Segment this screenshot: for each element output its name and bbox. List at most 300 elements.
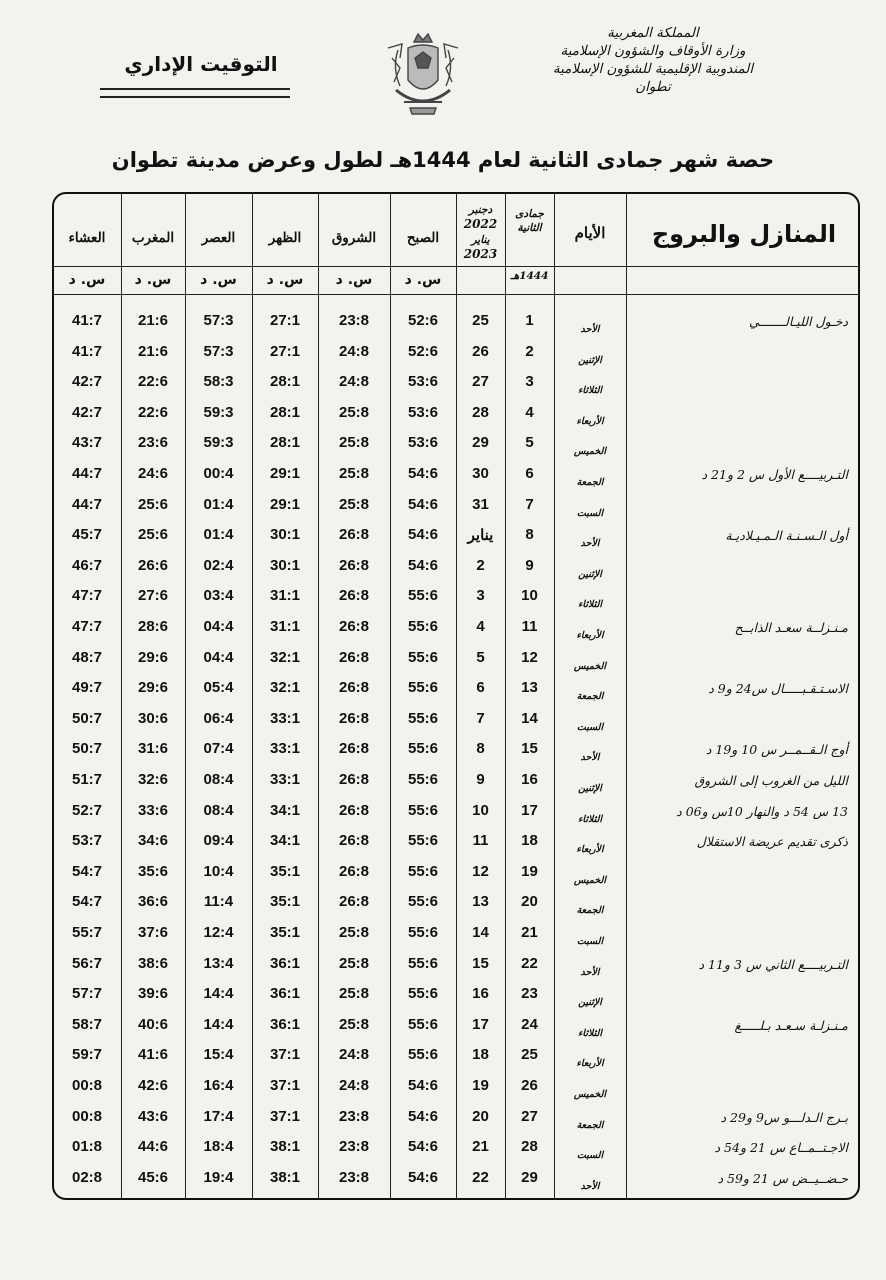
- cell-hijri: 16: [521, 771, 538, 788]
- cell-dhuhr: 35:1: [269, 893, 301, 911]
- cell-maghrib: 29:6: [137, 648, 169, 666]
- cell-asr: 08:4: [203, 801, 234, 819]
- cell-dhuhr: 37:1: [269, 1077, 301, 1094]
- cell-maghrib: 34:6: [137, 832, 169, 850]
- cell-maghrib: 33:6: [137, 801, 169, 819]
- cell-greg: 13: [472, 893, 489, 911]
- cell-shuruq: 24:8: [338, 342, 370, 360]
- cell-asr: 59:3: [203, 403, 234, 421]
- cell-day: الإثنين: [578, 997, 602, 1009]
- cell-asr: 06:4: [203, 709, 234, 727]
- cell-shuruq: 23:8: [338, 1107, 370, 1125]
- cell-isha: 51:7: [71, 771, 103, 788]
- unit-label: س. د: [335, 272, 373, 288]
- cell-day: الأربعاء: [576, 1058, 604, 1070]
- cell-asr: 12:4: [203, 924, 234, 941]
- cell-hijri: 3: [525, 373, 534, 391]
- cell-isha: 57:7: [71, 985, 103, 1003]
- cell-asr: 07:4: [203, 740, 234, 758]
- cell-shuruq: 26:8: [338, 526, 370, 544]
- header-divider: [54, 266, 858, 267]
- cell-fajr: 55:6: [407, 740, 439, 758]
- cell-fajr: 54:6: [407, 556, 439, 574]
- cell-asr: 09:4: [203, 832, 234, 850]
- cell-dhuhr: 29:1: [269, 465, 301, 482]
- cell-shuruq: 25:8: [338, 985, 370, 1003]
- header-maghrib: المغرب: [131, 230, 175, 246]
- header-hijri: الثانية: [517, 222, 542, 234]
- cell-greg: 26: [472, 342, 489, 360]
- cell-dhuhr: 31:1: [269, 618, 301, 635]
- cell-shuruq: 26:8: [338, 556, 370, 574]
- manazil-note: حـضــيــض س 21 و59 د: [717, 1170, 848, 1186]
- cell-fajr: 55:6: [407, 771, 439, 788]
- manazil-note: دخـول الليـالـــــــي: [749, 314, 848, 329]
- cell-day: الخميس: [573, 874, 607, 886]
- unit-label: س. د: [200, 272, 237, 288]
- manazil-note: 13 س 54 د والنهار 10س و06 د: [676, 803, 848, 819]
- cell-shuruq: 26:8: [338, 832, 370, 850]
- ministry-line: وزارة الأوقاف والشؤون الإسلامية: [560, 43, 746, 59]
- manazil-note: الاجـتــمــاع س 21 و54 د: [714, 1140, 848, 1156]
- cell-maghrib: 35:6: [137, 862, 169, 880]
- cell-hijri: 24: [521, 1015, 538, 1033]
- cell-isha: 54:7: [71, 893, 103, 911]
- cell-day: الأحد: [580, 1180, 600, 1192]
- cell-maghrib: 45:6: [137, 1168, 169, 1186]
- cell-day: الثلاثاء: [577, 1027, 603, 1039]
- cell-fajr: 55:6: [407, 801, 439, 819]
- cell-day: الخميس: [573, 660, 607, 672]
- cell-isha: 41:7: [71, 342, 103, 360]
- cell-day: الجمعة: [576, 1119, 604, 1131]
- cell-hijri: 23: [521, 985, 538, 1003]
- cell-isha: 43:7: [71, 434, 103, 452]
- cell-greg: 12: [472, 862, 489, 880]
- cell-hijri: 8: [525, 526, 534, 544]
- cell-isha: 52:7: [71, 801, 103, 819]
- cell-shuruq: 26:8: [338, 648, 370, 666]
- cell-asr: 14:4: [203, 1015, 234, 1033]
- cell-fajr: 52:6: [407, 342, 439, 360]
- cell-asr: 13:4: [203, 954, 234, 972]
- cell-dhuhr: 34:1: [269, 832, 301, 850]
- cell-greg: 17: [472, 1015, 489, 1033]
- cell-fajr: 53:6: [407, 373, 439, 391]
- cell-day: السبت: [576, 936, 604, 947]
- cell-hijri: 15: [521, 740, 538, 758]
- cell-greg: 16: [472, 985, 489, 1003]
- manazil-note: أول الـسـنـة الـمـيـلاديـة: [725, 528, 848, 544]
- ministry-line: المندوبية الإقليمية للشؤون الإسلامية: [552, 61, 754, 77]
- cell-asr: 05:4: [203, 679, 234, 697]
- cell-maghrib: 31:6: [137, 740, 169, 758]
- cell-shuruq: 26:8: [338, 587, 370, 605]
- cell-shuruq: 26:8: [338, 740, 370, 758]
- cell-maghrib: 44:6: [137, 1138, 169, 1156]
- cell-isha: 47:7: [71, 587, 103, 605]
- cell-maghrib: 30:6: [137, 709, 169, 727]
- page-title: حصة شهر جمادى الثانية لعام 1444هـ لطول وعرض مدينة تطوان: [111, 148, 775, 172]
- cell-hijri: 6: [525, 465, 534, 482]
- cell-isha: 49:7: [71, 679, 103, 697]
- cell-isha: 50:7: [71, 709, 103, 727]
- cell-fajr: 54:6: [407, 1138, 439, 1156]
- cell-fajr: 55:6: [407, 1046, 439, 1064]
- cell-isha: 48:7: [71, 648, 103, 666]
- cell-dhuhr: 27:1: [269, 312, 301, 329]
- cell-dhuhr: 27:1: [269, 342, 301, 360]
- ministry-line: المملكة المغربية: [607, 25, 699, 41]
- header-manazil: المنازل والبروج: [651, 220, 837, 248]
- cell-greg: 5: [476, 648, 485, 666]
- cell-dhuhr: 36:1: [269, 1015, 301, 1033]
- cell-greg: 21: [472, 1138, 489, 1156]
- cell-maghrib: 39:6: [137, 985, 169, 1003]
- header-dhuhr: الظهر: [268, 230, 302, 246]
- cell-greg: 3: [476, 587, 485, 605]
- cell-greg: 20: [472, 1107, 489, 1125]
- cell-day: الإثنين: [578, 568, 602, 580]
- cell-asr: 59:3: [203, 434, 234, 452]
- cell-fajr: 55:6: [407, 679, 439, 697]
- cell-greg: 18: [472, 1046, 489, 1064]
- cell-fajr: 55:6: [407, 985, 439, 1003]
- cell-maghrib: 25:6: [137, 526, 169, 544]
- cell-shuruq: 26:8: [338, 893, 370, 911]
- admin-time-underline: [100, 88, 290, 108]
- cell-dhuhr: 29:1: [269, 495, 301, 513]
- cell-dhuhr: 33:1: [269, 771, 301, 788]
- cell-greg: 22: [472, 1168, 489, 1186]
- cell-dhuhr: 36:1: [269, 954, 301, 972]
- cell-asr: 01:4: [203, 495, 234, 513]
- cell-day: الإثنين: [578, 354, 602, 366]
- cell-isha: 45:7: [71, 526, 103, 544]
- header-gregorian: يناير: [471, 234, 490, 246]
- cell-fajr: 54:6: [407, 526, 439, 544]
- cell-fajr: 55:6: [407, 893, 439, 911]
- cell-dhuhr: 28:1: [269, 373, 301, 391]
- cell-asr: 01:4: [203, 526, 234, 544]
- cell-greg: 27: [472, 373, 489, 391]
- cell-day: السبت: [576, 1150, 604, 1162]
- ministry-header: [528, 24, 778, 96]
- cell-greg: 14: [472, 924, 489, 941]
- cell-maghrib: 22:6: [137, 403, 169, 421]
- cell-maghrib: 36:6: [137, 893, 169, 911]
- unit-label: س. د: [134, 272, 172, 288]
- cell-greg: 8: [476, 740, 485, 758]
- cell-maghrib: 24:6: [137, 465, 169, 482]
- cell-maghrib: 21:6: [137, 312, 169, 329]
- unit-label: س. د: [68, 272, 106, 288]
- cell-dhuhr: 33:1: [269, 740, 301, 758]
- cell-fajr: 55:6: [407, 862, 439, 880]
- cell-greg: 10: [472, 801, 489, 819]
- cell-asr: 18:4: [203, 1138, 234, 1156]
- cell-day: الثلاثاء: [577, 599, 603, 611]
- cell-dhuhr: 37:1: [269, 1107, 301, 1125]
- cell-day: الثلاثاء: [577, 813, 603, 825]
- cell-fajr: 55:6: [407, 954, 439, 972]
- cell-fajr: 54:6: [407, 495, 439, 513]
- cell-day: الأحد: [580, 752, 600, 764]
- unit-label: س. د: [266, 272, 304, 288]
- cell-hijri: 14: [521, 709, 538, 727]
- cell-hijri: 13: [521, 679, 538, 697]
- cell-hijri: 29: [521, 1168, 538, 1186]
- cell-greg: 31: [472, 495, 489, 513]
- cell-isha: 50:7: [71, 740, 103, 758]
- header-hijri-year: 1444هـ: [510, 270, 549, 282]
- cell-dhuhr: 33:1: [269, 709, 301, 727]
- cell-dhuhr: 37:1: [269, 1046, 301, 1064]
- cell-fajr: 54:6: [407, 1168, 439, 1186]
- cell-asr: 11:4: [203, 893, 234, 911]
- cell-isha: 54:7: [71, 862, 103, 880]
- header-isha: العشاء: [68, 230, 106, 246]
- cell-dhuhr: 30:1: [269, 526, 301, 544]
- cell-maghrib: 21:6: [137, 342, 169, 360]
- cell-isha: 47:7: [71, 618, 103, 635]
- manazil-note: التـربيــــع الأول س 2 و21 د: [701, 467, 848, 482]
- cell-maghrib: 26:6: [137, 556, 169, 574]
- cell-maghrib: 28:6: [137, 618, 169, 635]
- coat-of-arms-icon: [378, 28, 468, 126]
- cell-fajr: 55:6: [407, 1015, 439, 1033]
- cell-isha: 56:7: [71, 954, 103, 972]
- prayer-times-table: [52, 192, 860, 1200]
- header-hijri: جمادى: [515, 208, 544, 220]
- cell-dhuhr: 36:1: [269, 985, 301, 1003]
- cell-asr: 58:3: [203, 373, 234, 391]
- cell-day: الأربعاء: [576, 630, 604, 641]
- cell-hijri: 19: [521, 862, 538, 880]
- cell-isha: 00:8: [71, 1077, 103, 1094]
- manazil-note: ذكرى تقديم عريضة الاستقلال: [696, 834, 848, 850]
- cell-isha: 53:7: [71, 832, 103, 850]
- cell-greg: 6: [476, 679, 485, 697]
- cell-greg: يناير: [467, 527, 494, 545]
- cell-hijri: 17: [521, 801, 538, 819]
- cell-shuruq: 26:8: [338, 801, 370, 819]
- cell-day: الجمعة: [576, 905, 604, 917]
- cell-maghrib: 25:6: [137, 495, 169, 513]
- cell-maghrib: 40:6: [137, 1015, 169, 1033]
- cell-shuruq: 24:8: [338, 373, 370, 391]
- cell-hijri: 22: [521, 954, 538, 972]
- cell-shuruq: 25:8: [338, 495, 370, 513]
- cell-asr: 57:3: [203, 312, 234, 329]
- cell-isha: 46:7: [71, 556, 103, 574]
- cell-maghrib: 43:6: [137, 1107, 169, 1125]
- cell-day: الأحد: [580, 966, 600, 978]
- cell-shuruq: 25:8: [338, 924, 370, 941]
- cell-maghrib: 27:6: [137, 587, 169, 605]
- cell-greg: 4: [476, 618, 485, 635]
- header-days: الأيام: [574, 224, 606, 242]
- cell-isha: 00:8: [71, 1107, 103, 1125]
- cell-isha: 01:8: [71, 1138, 103, 1156]
- cell-hijri: 4: [525, 403, 534, 421]
- cell-asr: 57:3: [203, 342, 234, 360]
- cell-fajr: 55:6: [407, 648, 439, 666]
- cell-hijri: 21: [521, 924, 538, 941]
- cell-greg: 2: [476, 556, 485, 574]
- cell-day: الخميس: [573, 446, 607, 458]
- cell-fajr: 54:6: [407, 1107, 439, 1125]
- cell-greg: 25: [472, 312, 489, 329]
- cell-dhuhr: 32:1: [269, 679, 301, 697]
- cell-fajr: 55:6: [407, 618, 439, 635]
- cell-shuruq: 25:8: [338, 954, 370, 972]
- cell-dhuhr: 28:1: [269, 434, 301, 452]
- cell-day: الأربعاء: [576, 844, 604, 856]
- cell-fajr: 53:6: [407, 434, 439, 452]
- cell-asr: 19:4: [203, 1168, 234, 1186]
- cell-maghrib: 23:6: [137, 434, 169, 452]
- cell-greg: 7: [476, 709, 485, 727]
- cell-day: الثلاثاء: [577, 385, 603, 397]
- cell-fajr: 54:6: [407, 1077, 439, 1094]
- cell-hijri: 27: [521, 1107, 538, 1125]
- cell-shuruq: 26:8: [338, 679, 370, 697]
- cell-hijri: 5: [525, 434, 534, 452]
- cell-greg: 29: [472, 434, 489, 452]
- cell-hijri: 25: [521, 1046, 538, 1064]
- cell-fajr: 55:6: [407, 832, 439, 850]
- admin-time-label: التوقيت الإداري: [124, 52, 278, 76]
- cell-dhuhr: 31:1: [269, 587, 301, 605]
- cell-hijri: 9: [525, 556, 534, 574]
- cell-isha: 55:7: [71, 924, 103, 941]
- cell-shuruq: 23:8: [338, 1168, 370, 1186]
- cell-asr: 14:4: [203, 985, 234, 1003]
- cell-asr: 10:4: [203, 862, 234, 880]
- cell-asr: 08:4: [203, 771, 234, 788]
- manazil-note: الاسـتـقـبـــــال س24 و9 د: [708, 681, 848, 697]
- header-asr: العصر: [201, 230, 236, 246]
- cell-isha: 02:8: [71, 1168, 103, 1186]
- cell-fajr: 55:6: [407, 587, 439, 605]
- cell-shuruq: 24:8: [338, 1077, 370, 1094]
- header-gregorian: 2023: [463, 247, 498, 261]
- cell-maghrib: 42:6: [137, 1077, 169, 1094]
- cell-asr: 03:4: [203, 587, 234, 605]
- cell-day: الجمعة: [576, 477, 604, 488]
- header-gregorian: دجنبر: [468, 204, 493, 216]
- header-fajr: الصبح: [406, 230, 440, 246]
- cell-hijri: 2: [525, 342, 534, 360]
- manazil-note: بـرج الـدلـــو س9 و29 د: [720, 1109, 848, 1125]
- cell-isha: 42:7: [71, 373, 103, 391]
- cell-shuruq: 26:8: [338, 709, 370, 727]
- cell-maghrib: 32:6: [137, 771, 169, 788]
- cell-hijri: 11: [521, 618, 538, 635]
- cell-asr: 16:4: [203, 1077, 234, 1094]
- manazil-note: مـنـزلــة سعـد الذابــح: [734, 620, 848, 635]
- cell-asr: 17:4: [203, 1107, 234, 1125]
- cell-day: الجمعة: [576, 691, 604, 703]
- cell-dhuhr: 28:1: [269, 403, 301, 421]
- cell-day: السبت: [576, 721, 604, 733]
- cell-fajr: 55:6: [407, 924, 439, 941]
- cell-greg: 19: [472, 1077, 489, 1094]
- cell-dhuhr: 38:1: [269, 1138, 301, 1156]
- cell-greg: 28: [472, 403, 489, 421]
- cell-isha: 58:7: [71, 1015, 103, 1033]
- cell-dhuhr: 35:1: [269, 924, 301, 941]
- cell-day: الإثنين: [578, 783, 602, 794]
- cell-day: الأربعاء: [576, 415, 604, 427]
- cell-dhuhr: 34:1: [269, 801, 301, 819]
- cell-greg: 15: [472, 954, 489, 972]
- cell-fajr: 55:6: [407, 709, 439, 727]
- cell-hijri: 12: [521, 648, 538, 666]
- cell-shuruq: 24:8: [338, 1046, 370, 1064]
- cell-shuruq: 26:8: [338, 771, 370, 788]
- cell-shuruq: 25:8: [338, 465, 370, 482]
- cell-day: الأحد: [580, 538, 600, 550]
- manazil-note: الليل من الغروب إلى الشروق: [694, 773, 848, 788]
- cell-maghrib: 22:6: [137, 373, 169, 391]
- cell-shuruq: 26:8: [338, 862, 370, 880]
- cell-day: السبت: [576, 507, 604, 519]
- cell-day: الأحد: [580, 324, 600, 335]
- cell-maghrib: 29:6: [137, 679, 169, 697]
- cell-greg: 30: [472, 465, 489, 482]
- cell-hijri: 18: [521, 832, 538, 850]
- cell-asr: 04:4: [203, 618, 234, 635]
- cell-hijri: 20: [521, 893, 538, 911]
- cell-asr: 02:4: [203, 556, 234, 574]
- cell-isha: 44:7: [71, 465, 103, 482]
- cell-hijri: 1: [525, 312, 534, 329]
- cell-isha: 59:7: [71, 1046, 103, 1064]
- cell-asr: 00:4: [203, 465, 234, 482]
- cell-hijri: 10: [521, 587, 538, 605]
- header-gregorian: 2022: [463, 217, 498, 231]
- cell-maghrib: 38:6: [137, 954, 169, 972]
- cell-shuruq: 23:8: [338, 1138, 370, 1156]
- cell-asr: 15:4: [203, 1046, 234, 1064]
- cell-fajr: 53:6: [407, 403, 439, 421]
- header-divider: [54, 294, 858, 295]
- cell-hijri: 26: [521, 1077, 538, 1094]
- unit-label: س. د: [404, 272, 442, 288]
- manazil-note: مـنـزلـة سـعـد بـلـــــغ: [734, 1017, 848, 1033]
- cell-hijri: 28: [521, 1138, 538, 1156]
- cell-shuruq: 26:8: [338, 618, 370, 635]
- cell-shuruq: 25:8: [338, 1015, 370, 1033]
- manazil-note: التـربيــــع الثاني س 3 و11 د: [698, 956, 848, 972]
- cell-shuruq: 23:8: [338, 312, 370, 329]
- cell-dhuhr: 35:1: [269, 862, 301, 880]
- cell-fajr: 54:6: [407, 465, 439, 482]
- ministry-line: تطوان: [635, 79, 671, 95]
- cell-greg: 11: [472, 832, 489, 850]
- cell-asr: 04:4: [203, 648, 234, 666]
- cell-day: الخميس: [573, 1089, 607, 1100]
- cell-fajr: 52:6: [407, 312, 439, 329]
- cell-isha: 44:7: [71, 495, 103, 513]
- cell-isha: 41:7: [71, 312, 103, 329]
- cell-dhuhr: 30:1: [269, 556, 301, 574]
- cell-greg: 9: [476, 771, 485, 788]
- cell-dhuhr: 32:1: [269, 648, 301, 666]
- cell-maghrib: 37:6: [137, 924, 169, 941]
